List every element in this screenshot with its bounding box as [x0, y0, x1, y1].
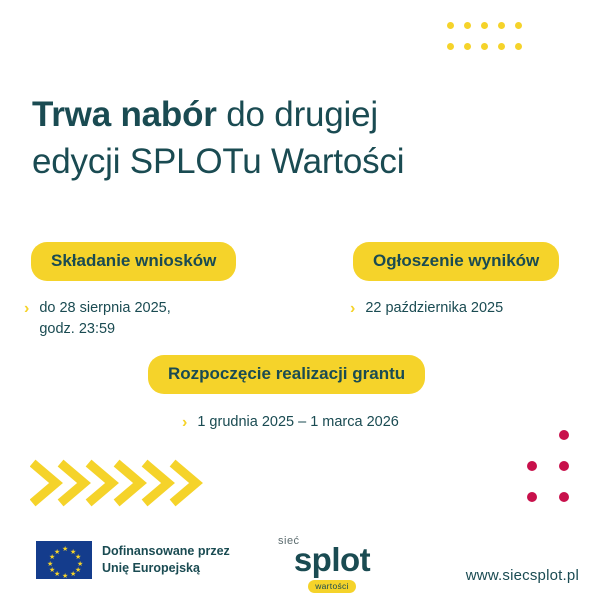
headline-bold: Trwa nabór [32, 95, 217, 134]
chevron-right-icon: › [182, 414, 188, 431]
splot-logo-top: sieć [278, 535, 300, 547]
page-title [32, 92, 577, 185]
date-applications-line2: godz. 23:59 [39, 321, 116, 338]
dot [515, 43, 522, 50]
footer [0, 525, 611, 611]
date-grant-text: 1 grudnia 2025 – 1 marca 2026 [197, 414, 399, 430]
dot [481, 22, 488, 29]
eu-funding-line2: Unię Europejską [102, 561, 200, 575]
dot [464, 43, 471, 50]
chevron-right-icon: › [350, 300, 356, 317]
eu-flag-icon: ★ ★ ★ ★ ★ ★ ★ ★ ★ ★ ★ ★ [36, 541, 92, 579]
dot [447, 43, 454, 50]
date-results [350, 298, 590, 319]
dot [527, 492, 537, 502]
splot-logo-badge: wartości [308, 580, 356, 593]
website-url[interactable]: www.siecsplot.pl [465, 567, 579, 584]
headline-rest: do drugiej [216, 95, 378, 134]
chevron-right-icon: › [24, 300, 30, 317]
dot [559, 461, 569, 471]
decorative-chevrons [30, 458, 205, 508]
dot [498, 43, 505, 50]
dot [464, 22, 471, 29]
decorative-dot-grid-bottom [527, 430, 591, 523]
date-applications-text [39, 298, 170, 340]
splot-logo [272, 535, 392, 594]
date-applications [24, 298, 284, 340]
eu-funding-text [102, 543, 230, 577]
date-grant [182, 412, 482, 433]
badge-results: Ogłoszenie wyników [353, 242, 559, 281]
dot [515, 22, 522, 29]
dot [447, 22, 454, 29]
dot [498, 22, 505, 29]
eu-funding-block [36, 541, 230, 579]
chevrons-icon [30, 458, 205, 508]
dot [481, 43, 488, 50]
badge-applications: Składanie wniosków [31, 242, 236, 281]
eu-funding-line1: Dofinansowane przez [102, 544, 230, 559]
dot [527, 461, 537, 471]
splot-logo-main: splot [293, 541, 371, 578]
badge-grant-start: Rozpoczęcie realizacji grantu [148, 355, 425, 394]
dot [559, 492, 569, 502]
date-results-text: 22 października 2025 [365, 300, 504, 316]
date-applications-line1: do 28 sierpnia 2025, [39, 300, 171, 316]
dot [559, 430, 569, 440]
decorative-dot-grid-top [447, 22, 532, 64]
headline-line2: edycji SPLOTu Wartości [32, 141, 405, 181]
